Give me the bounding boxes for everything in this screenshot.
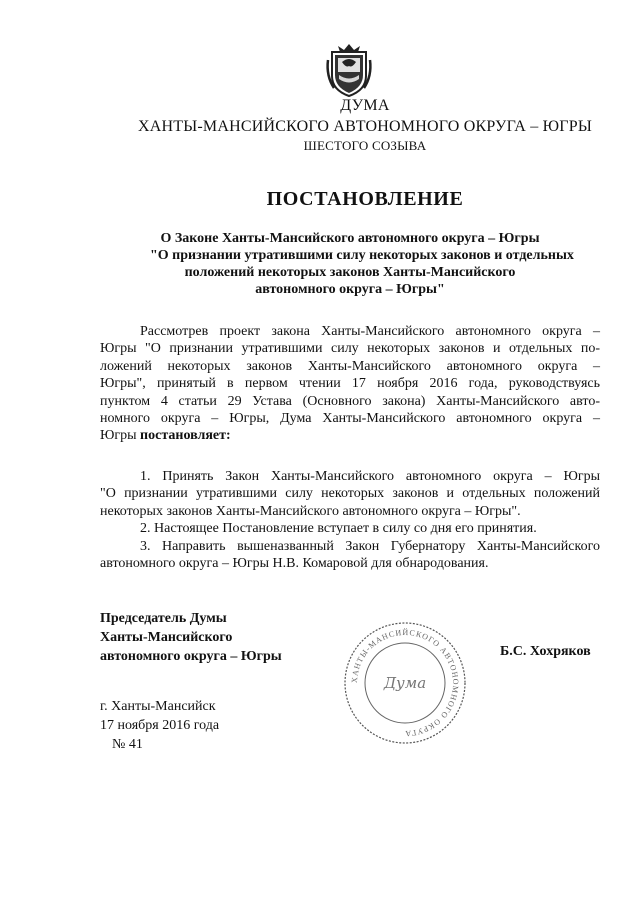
document-footer	[100, 697, 219, 754]
document-number: № 41	[112, 737, 143, 752]
document-subject	[150, 230, 574, 298]
signer-title	[100, 609, 282, 666]
org-convocation: ШЕСТОГО СОЗЫВА	[303, 138, 427, 153]
preamble-line: номного округа – Югры, Дума Ханты-Мансийского автономного округа –	[100, 411, 600, 427]
preamble-prefix: Югры	[100, 428, 141, 444]
signer-title-line: автономного округа – Югры	[100, 649, 282, 664]
item-3-line: 3. Направить вышеназванный Закон Губернатору Ханты-Мансийского	[140, 538, 600, 554]
preamble-line: Рассмотрев проект закона Ханты-Мансийского автономного округа –	[140, 324, 600, 339]
stamp-ring-text: ХАНТЫ-МАНСИЙСКОГО АВТОНОМНОГО ОКРУГА	[349, 627, 461, 739]
stamp-center-text: Дума	[383, 674, 427, 692]
preamble-paragraph	[100, 323, 600, 445]
resolves-keyword: постановляет:	[140, 428, 231, 444]
subject-line: "О признании утратившими силу некоторых законов и отдельных	[150, 248, 574, 263]
date: 17 ноября 2016 года	[100, 718, 220, 733]
item-2: 2. Настоящее Постановление вступает в силу со дня его принятия.	[140, 521, 537, 537]
preamble-last-line	[100, 427, 600, 444]
org-name: ХАНТЫ-МАНСИЙСКОГО АВТОНОМНОГО ОКРУГА – ЮГРЫ	[138, 118, 592, 135]
item-3-line: автономного округа – Югры Н.В. Комаровой для обнародования.	[100, 556, 489, 572]
subject-line: положений некоторых законов Ханты-Мансийского	[184, 265, 516, 280]
resolution-items	[100, 468, 600, 572]
item-1-line: "О признании утратившими силу некоторых законов и отдельных положений	[100, 486, 600, 502]
signer-title-line: Ханты-Мансийского	[100, 630, 233, 645]
org-title: ДУМА	[340, 97, 390, 114]
official-stamp	[340, 618, 470, 748]
document-type-heading: ПОСТАНОВЛЕНИЕ	[266, 188, 464, 210]
signer-name: Б.С. Хохряков	[500, 644, 591, 659]
item-1-line: 1. Принять Закон Ханты-Мансийского автономного округа – Югры	[140, 469, 600, 484]
city: г. Ханты-Мансийск	[100, 699, 216, 714]
signer-title-line: Председатель Думы	[100, 611, 227, 626]
preamble-line: ложений некоторых законов Ханты-Мансийского автономного округа –	[100, 358, 600, 374]
coat-of-arms-icon	[324, 42, 374, 98]
item-1-line: некоторых законов Ханты-Мансийского автономного округа – Югры".	[100, 503, 521, 519]
subject-line: автономного округа – Югры"	[255, 282, 445, 297]
subject-line: О Законе Ханты-Мансийского автономного округа – Югры	[160, 231, 540, 246]
preamble-line: Югры", принятый в первом чтении 17 ноября 2016 года, руководствуясь	[100, 376, 600, 392]
preamble-line: пунктом 4 статьи 29 Устава (Основного закона) Ханты-Мансийского авто-	[100, 393, 600, 409]
preamble-line: Югры "О признании утратившими силу некоторых законов и отдельных по-	[100, 341, 600, 357]
